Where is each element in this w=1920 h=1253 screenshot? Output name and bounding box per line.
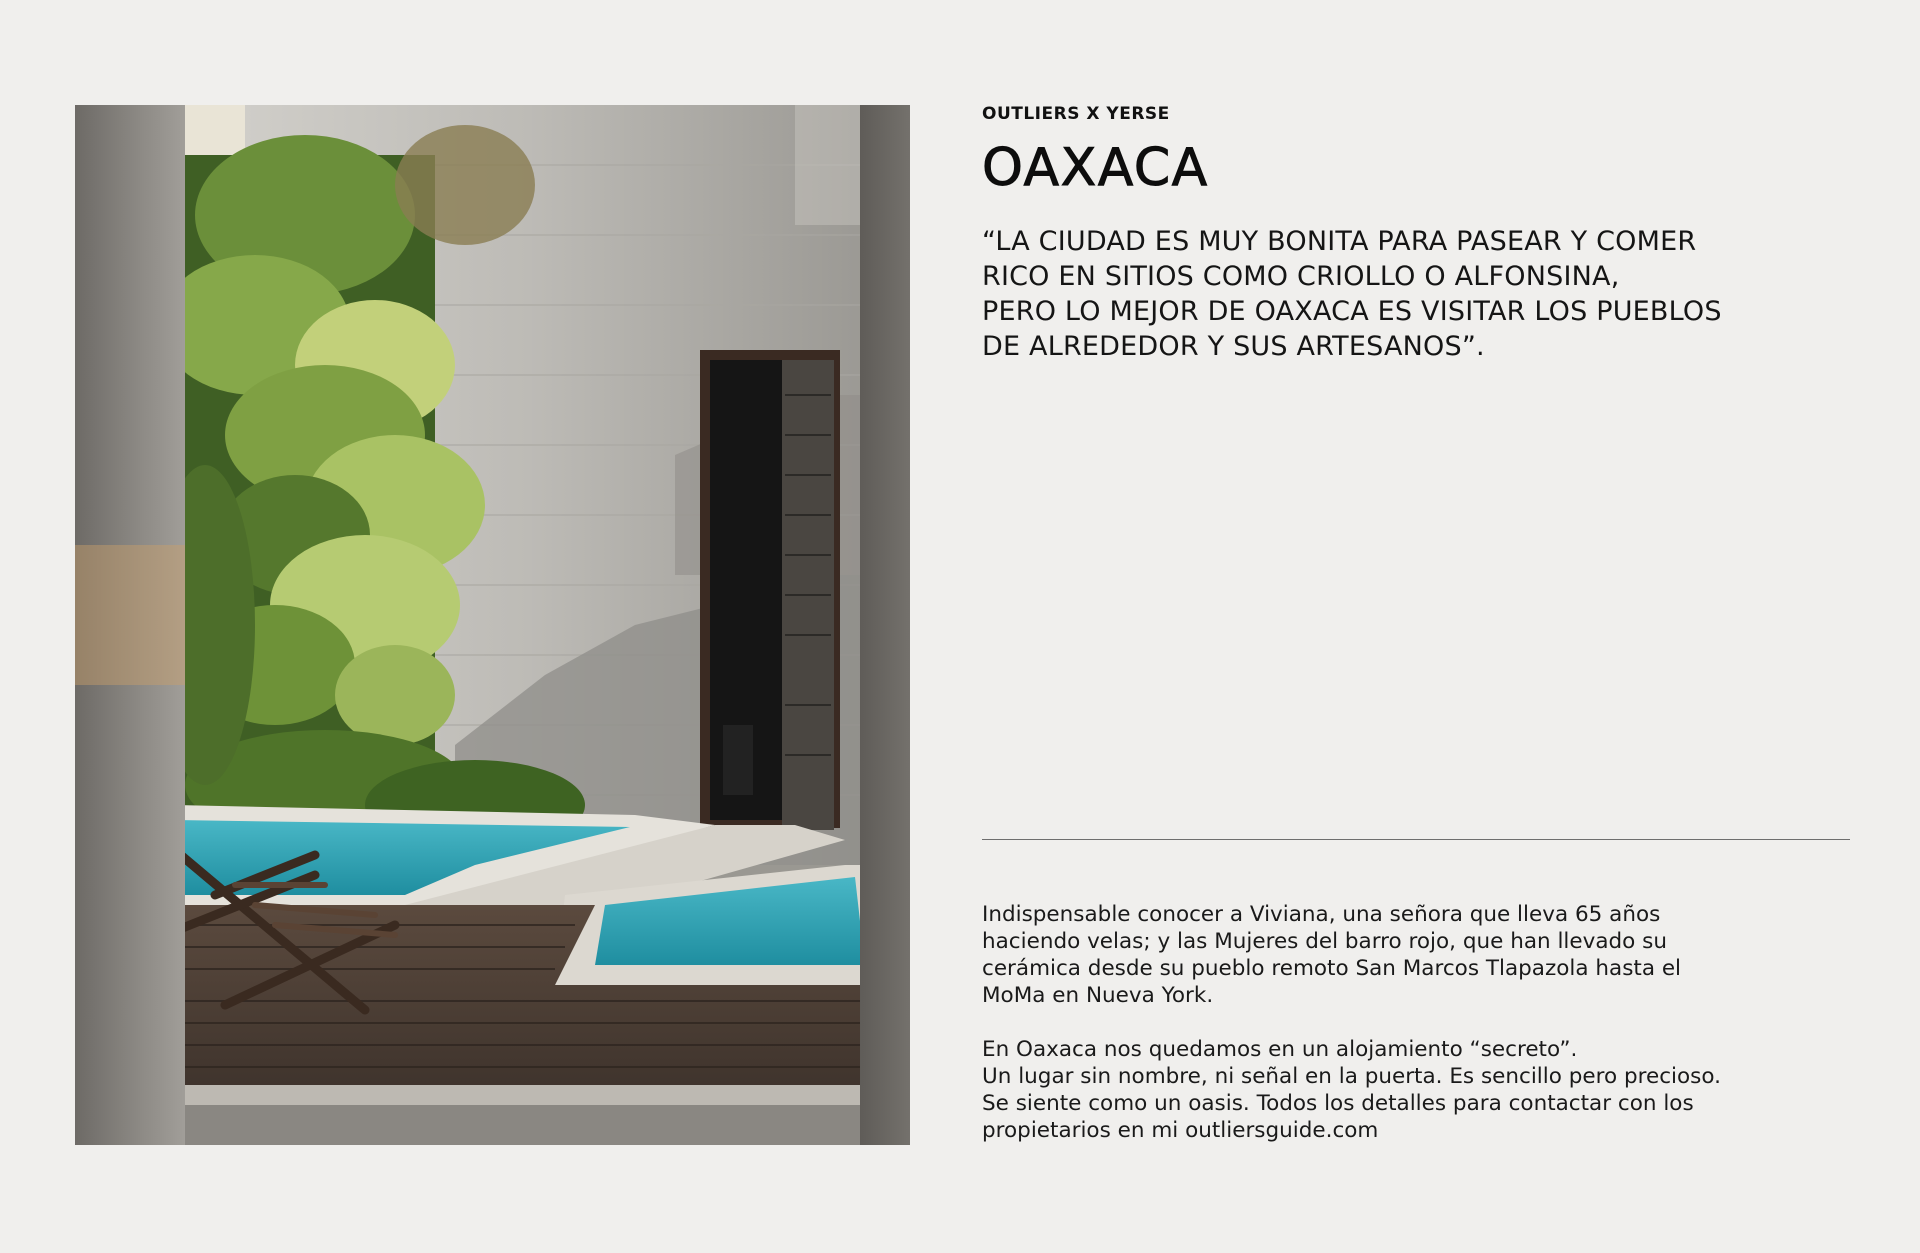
courtyard-pool-photo xyxy=(75,105,910,1145)
body-line: MoMa en Nueva York. xyxy=(982,983,1214,1008)
divider xyxy=(982,839,1850,840)
body-paragraph-1 xyxy=(982,901,1842,1009)
body-line: Se siente como un oasis. Todos los detalles para contactar con los xyxy=(982,1091,1694,1116)
page-title: OAXACA xyxy=(982,138,1209,198)
kicker: OUTLIERS X YERSE xyxy=(982,104,1170,124)
body-line: cerámica desde su pueblo remoto San Marcos Tlapazola hasta el xyxy=(982,956,1682,981)
body-line: En Oaxaca nos quedamos en un alojamiento “secreto”. xyxy=(982,1037,1578,1062)
photo-illustration xyxy=(75,105,910,1145)
body-paragraph-2 xyxy=(982,1036,1842,1144)
body-line: Un lugar sin nombre, ni señal en la puerta. Es sencillo pero precioso. xyxy=(982,1064,1721,1089)
pull-quote xyxy=(982,224,1842,364)
quote-line: “LA CIUDAD ES MUY BONITA PARA PASEAR Y COMER xyxy=(982,226,1697,257)
quote-line: DE ALREDEDOR Y SUS ARTESANOS”. xyxy=(982,331,1485,362)
body-line: Indispensable conocer a Viviana, una señora que lleva 65 años xyxy=(982,902,1661,927)
article-text-column xyxy=(982,0,1852,1253)
quote-line: PERO LO MEJOR DE OAXACA ES VISITAR LOS PUEBLOS xyxy=(982,296,1722,327)
quote-line: RICO EN SITIOS COMO CRIOLLO O ALFONSINA, xyxy=(982,261,1620,292)
body-line: haciendo velas; y las Mujeres del barro rojo, que han llevado su xyxy=(982,929,1667,954)
body-line: propietarios en mi outliersguide.com xyxy=(982,1118,1379,1143)
